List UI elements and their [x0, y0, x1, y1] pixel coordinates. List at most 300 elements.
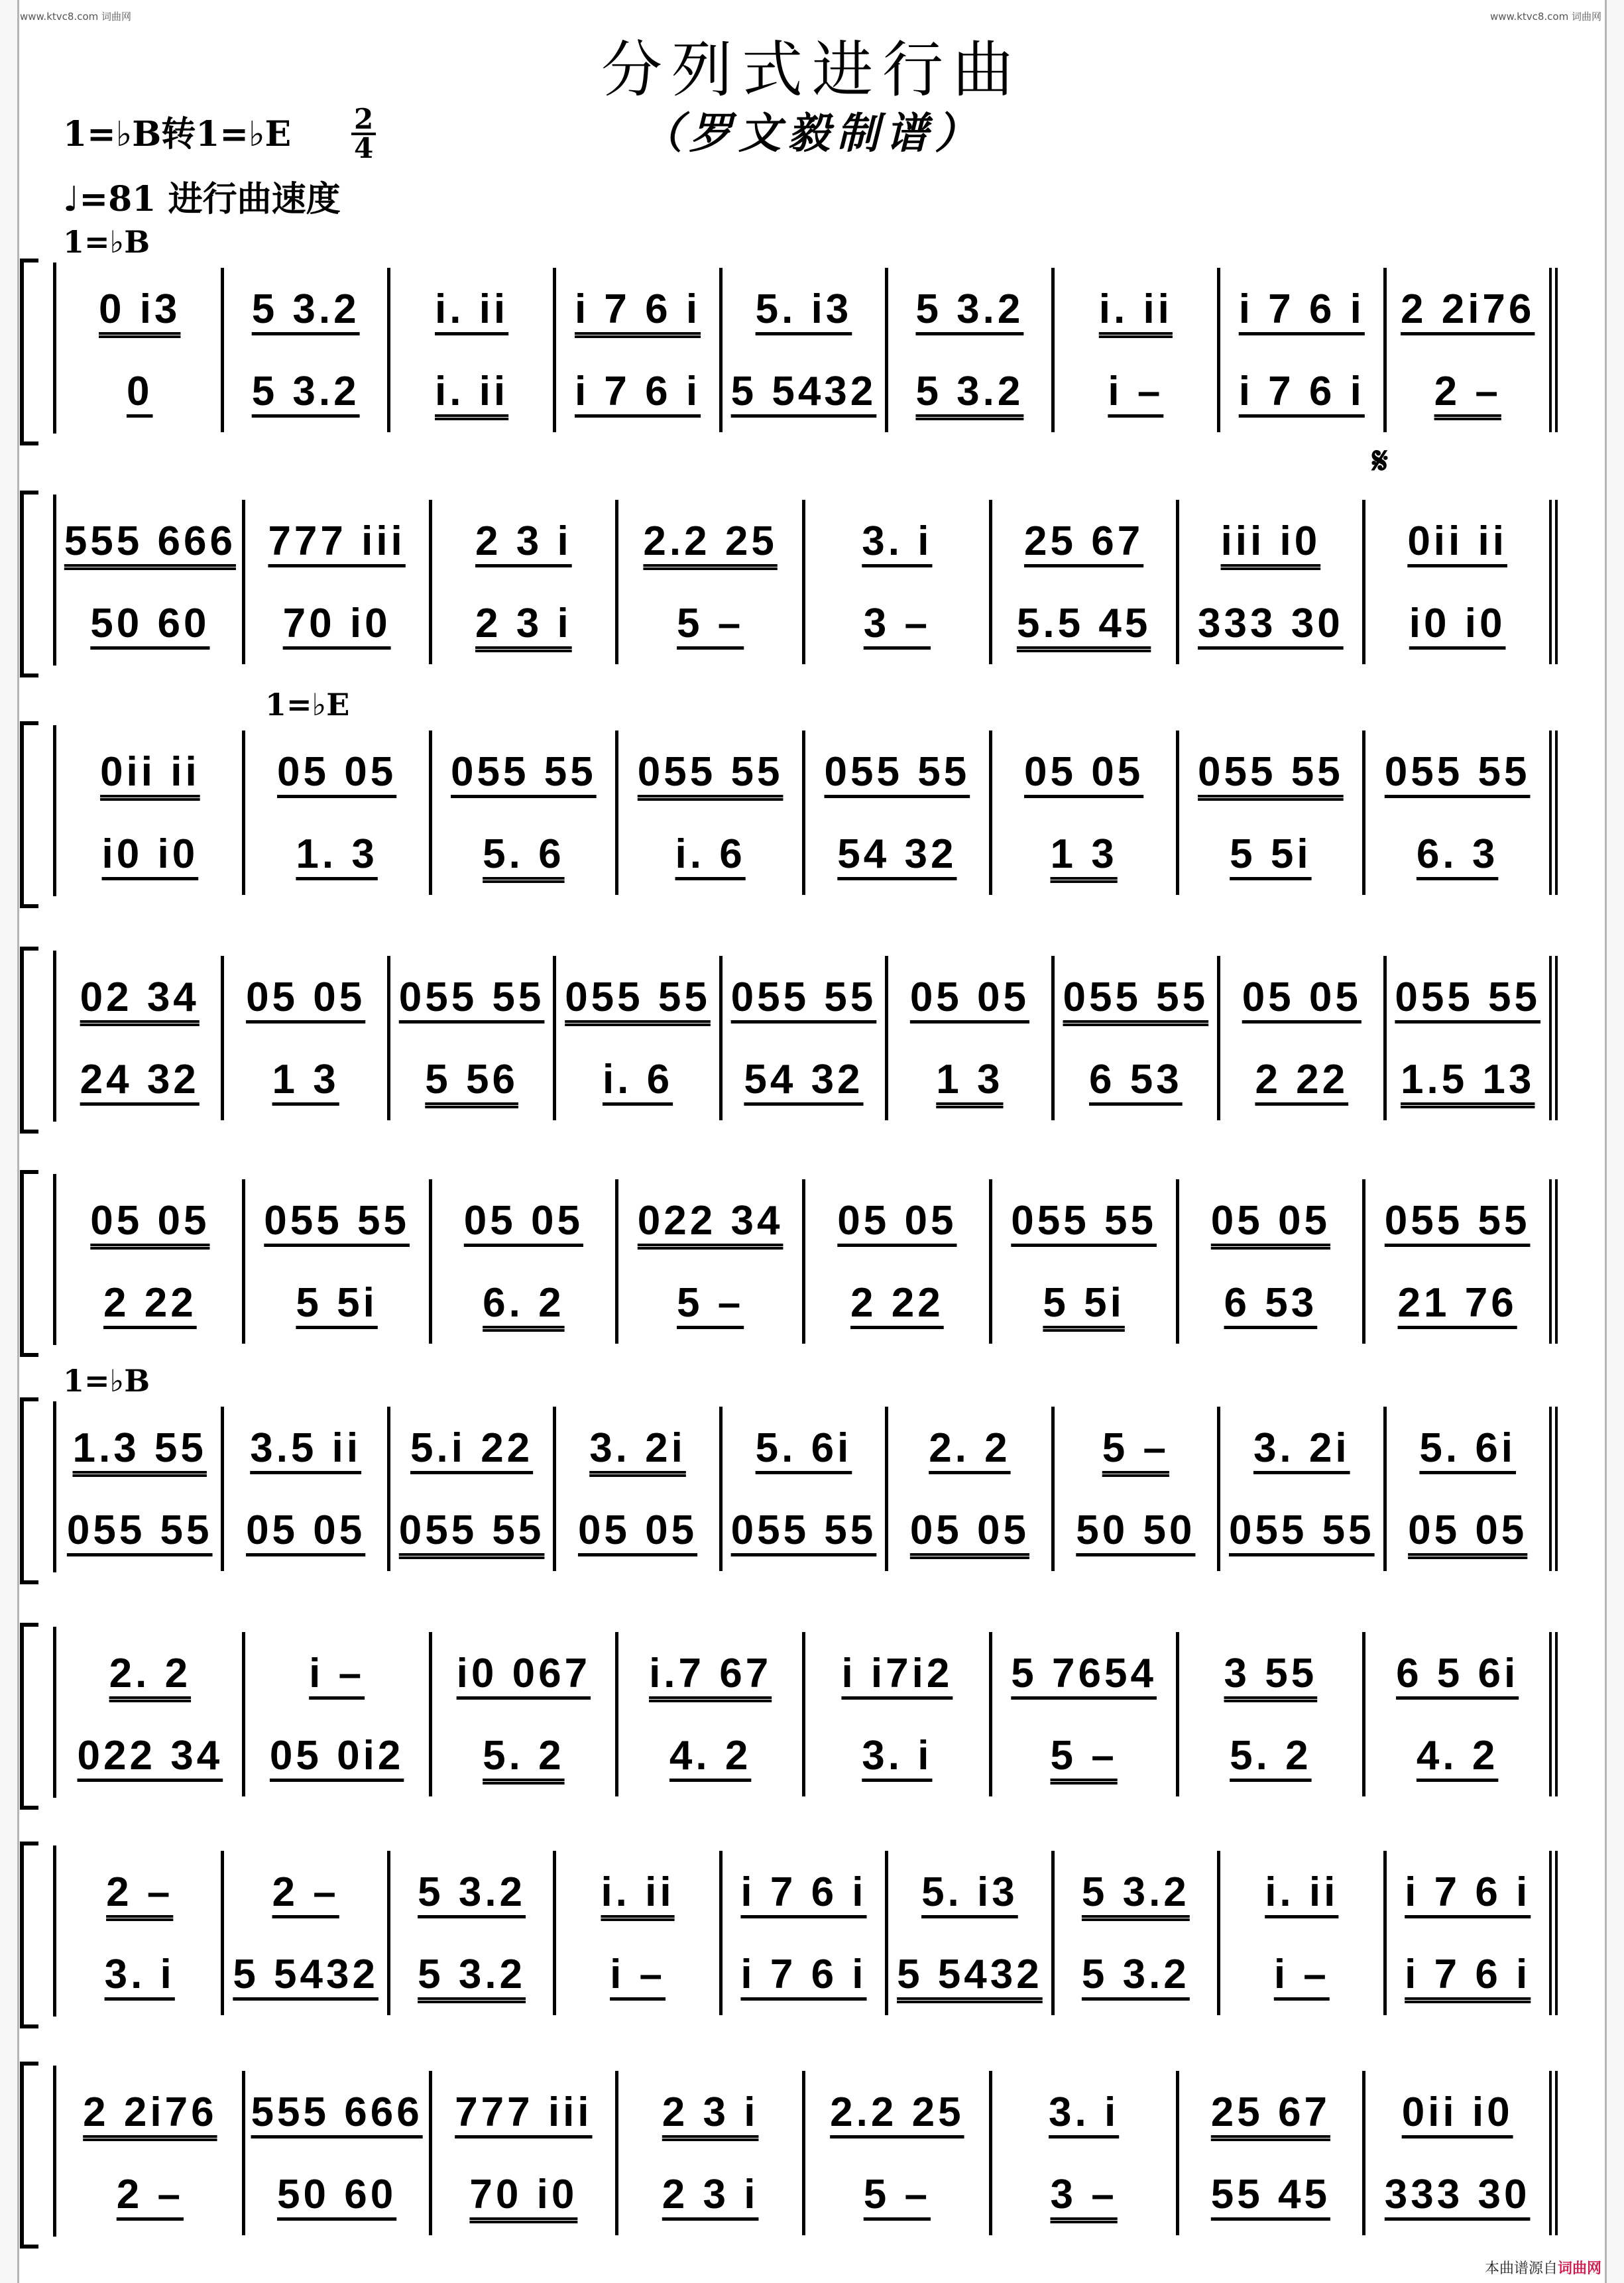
- score-subtitle: （罗文毅制谱）: [640, 109, 984, 158]
- note-group: 1. 3: [296, 831, 378, 877]
- measure: [1365, 813, 1558, 895]
- measure: [1387, 1038, 1558, 1120]
- measure: [1220, 1489, 1386, 1571]
- note-group: 5 5i: [1043, 1279, 1125, 1326]
- note-group: 3. i: [104, 1951, 175, 1997]
- measure: [556, 1407, 722, 1489]
- measure: [723, 1489, 888, 1571]
- note-group: 2 3 i: [475, 600, 572, 646]
- measure: [58, 582, 245, 664]
- note-group: 6 53: [1089, 1056, 1183, 1102]
- upper-voice-row: [58, 2071, 1558, 2153]
- measure: [992, 500, 1179, 582]
- measure: [723, 1407, 888, 1489]
- measure: [1179, 2153, 1366, 2235]
- note-group: 5 3.2: [251, 286, 360, 332]
- note-group: 5 5432: [897, 1951, 1043, 1997]
- measure: [432, 1632, 619, 1714]
- measure: [556, 1851, 722, 1933]
- measure: [224, 1038, 390, 1120]
- measure: [1387, 1407, 1558, 1489]
- note-group: 2 –: [116, 2171, 184, 2217]
- note-group: 2.2 25: [830, 2089, 964, 2135]
- measure: [1055, 1407, 1220, 1489]
- measure: [224, 1407, 390, 1489]
- watermark-prefix: 本曲谱源自: [1484, 2260, 1558, 2277]
- note-group: 5 3.2: [1081, 1869, 1190, 1915]
- note-group: 055 55: [1384, 748, 1531, 795]
- note-group: 3 –: [863, 600, 931, 646]
- note-group: 055 55: [1063, 974, 1209, 1020]
- measure: [1365, 1714, 1558, 1796]
- measure: [390, 350, 556, 432]
- note-group: i. 6: [675, 831, 746, 877]
- measure: [1365, 1261, 1558, 1344]
- note-group: 50 60: [90, 600, 210, 646]
- system-bracket: [20, 1170, 38, 1357]
- note-group: 6. 2: [483, 1279, 565, 1326]
- note-group: 555 666: [251, 2089, 423, 2135]
- measure: [390, 956, 556, 1038]
- measure: [805, 731, 992, 813]
- measure: [58, 1179, 245, 1261]
- note-group: i. ii: [601, 1869, 675, 1915]
- measure: [58, 813, 245, 895]
- note-group: i0 i0: [1409, 600, 1506, 646]
- system-bracket: [20, 1623, 38, 1810]
- upper-voice-row: [58, 500, 1558, 582]
- note-group: 1 3: [272, 1056, 339, 1102]
- measure: [888, 1933, 1054, 2015]
- score-system: [0, 1616, 1624, 1808]
- note-group: 333 30: [1198, 600, 1344, 646]
- measure: [432, 1261, 619, 1344]
- measure: [992, 582, 1179, 664]
- note-group: 3. i: [862, 518, 933, 564]
- note-group: 05 05: [909, 1507, 1029, 1553]
- measure: [390, 1489, 556, 1571]
- measure: [390, 1038, 556, 1120]
- note-group: 5. 2: [483, 1732, 565, 1779]
- note-group: 055 55: [451, 748, 597, 795]
- note-group: i –: [309, 1650, 365, 1696]
- note-group: 05 05: [246, 974, 366, 1020]
- note-group: i 7 6 i: [1238, 368, 1365, 414]
- measure: [888, 1489, 1054, 1571]
- lower-voice-row: [58, 1714, 1558, 1796]
- measure: [1365, 1632, 1558, 1714]
- measure: [245, 1179, 432, 1261]
- note-group: i0 i0: [101, 831, 199, 877]
- measure: [618, 1714, 805, 1796]
- measure: [618, 1261, 805, 1344]
- note-group: 05 05: [1242, 974, 1362, 1020]
- note-group: 5 3.2: [1081, 1951, 1190, 1997]
- measure: [58, 2071, 245, 2153]
- measure: [1220, 956, 1386, 1038]
- measure: [556, 350, 722, 432]
- measure: [723, 956, 888, 1038]
- measure: [432, 1714, 619, 1796]
- note-group: 6 53: [1224, 1279, 1318, 1326]
- note-group: 21 76: [1397, 1279, 1517, 1326]
- measure: [556, 1933, 722, 2015]
- note-group: 5 3.2: [418, 1869, 526, 1915]
- note-group: 2 2i76: [1401, 286, 1535, 332]
- measure: [245, 2071, 432, 2153]
- watermark-top-right: www.ktvc8.com 词曲网: [1489, 11, 1601, 23]
- note-group: 5. 6i: [755, 1425, 852, 1471]
- measure: [432, 731, 619, 813]
- note-group: 055 55: [398, 1507, 545, 1553]
- score-system: [0, 940, 1624, 1132]
- measure: [1179, 1179, 1366, 1261]
- note-group: 5 –: [1102, 1425, 1169, 1471]
- note-group: 05 05: [246, 1507, 366, 1553]
- note-group: i 7 6 i: [1405, 1951, 1531, 1997]
- note-group: 54 32: [744, 1056, 864, 1102]
- measure: [723, 1933, 888, 2015]
- measure: [805, 1632, 992, 1714]
- key-change-label: 1=♭E: [265, 687, 350, 723]
- note-group: 2 22: [103, 1279, 197, 1326]
- note-group: 05 05: [277, 748, 397, 795]
- measure: [1179, 1261, 1366, 1344]
- measure: [432, 2153, 619, 2235]
- measure: [1387, 268, 1558, 350]
- note-group: 70 i0: [282, 600, 391, 646]
- note-group: 2 –: [272, 1869, 339, 1915]
- upper-voice-row: [58, 731, 1558, 813]
- measure: [390, 1407, 556, 1489]
- measure: [224, 1489, 390, 1571]
- measure: [224, 350, 390, 432]
- note-group: i. ii: [1265, 1869, 1339, 1915]
- note-group: i 7 6 i: [574, 286, 701, 332]
- measure: [432, 582, 619, 664]
- measure: [224, 1851, 390, 1933]
- upper-voice-row: [58, 1407, 1558, 1489]
- note-group: 25 67: [1024, 518, 1144, 564]
- note-group: iii i0: [1220, 518, 1321, 564]
- measure: [245, 2153, 432, 2235]
- note-group: 5 56: [425, 1056, 518, 1102]
- lower-voice-row: [58, 350, 1558, 432]
- measure: [1365, 500, 1558, 582]
- note-group: i 7 6 i: [574, 368, 701, 414]
- note-group: 1 3: [1050, 831, 1118, 877]
- note-group: 055 55: [730, 1507, 877, 1553]
- note-group: i 7 6 i: [740, 1951, 867, 1997]
- score-system: [0, 439, 1624, 676]
- time-signature: [351, 103, 376, 164]
- measure: [58, 1851, 224, 1933]
- measure: [1055, 1851, 1220, 1933]
- measure: [1387, 350, 1558, 432]
- measure: [556, 268, 722, 350]
- note-group: 3. 2i: [589, 1425, 686, 1471]
- note-group: 5 5i: [1230, 831, 1312, 877]
- system-bracket: [20, 259, 38, 445]
- measure: [245, 582, 432, 664]
- measure: [224, 268, 390, 350]
- measure: [618, 2071, 805, 2153]
- lower-voice-row: [58, 1489, 1558, 1571]
- note-group: 777 iii: [455, 2089, 593, 2135]
- measure: [888, 956, 1054, 1038]
- measure: [1055, 956, 1220, 1038]
- note-group: 5. 2: [1230, 1732, 1312, 1779]
- lower-voice-row: [58, 2153, 1558, 2235]
- note-group: 5. 6i: [1419, 1425, 1517, 1471]
- note-group: 05 05: [1210, 1197, 1330, 1244]
- note-group: 6. 3: [1416, 831, 1499, 877]
- measure: [1387, 956, 1558, 1038]
- measure: [1220, 350, 1386, 432]
- note-group: 70 i0: [469, 2171, 578, 2217]
- note-group: i. ii: [435, 286, 509, 332]
- lower-voice-row: [58, 1261, 1558, 1344]
- upper-voice-row: [58, 1851, 1558, 1933]
- tempo-marking: ♩=81 进行曲速度: [63, 179, 341, 219]
- measure: [1220, 1038, 1386, 1120]
- watermark-top-left: www.ktvc8.com 词曲网: [20, 11, 132, 23]
- score-system: [0, 1163, 1624, 1356]
- measure: [992, 2153, 1179, 2235]
- note-group: 022 34: [637, 1197, 783, 1244]
- system-start-barline: [53, 263, 56, 434]
- score-system: [0, 687, 1624, 907]
- measure: [888, 1851, 1054, 1933]
- measure: [224, 956, 390, 1038]
- note-group: 2 3 i: [475, 518, 572, 564]
- note-group: 4. 2: [1416, 1732, 1499, 1779]
- note-group: i –: [610, 1951, 666, 1997]
- note-group: 5 –: [1050, 1732, 1118, 1779]
- measure: [1365, 2071, 1558, 2153]
- system-start-barline: [53, 725, 56, 896]
- measure: [1055, 1489, 1220, 1571]
- note-group: 05 05: [1408, 1507, 1528, 1553]
- note-group: 5 3.2: [915, 368, 1024, 414]
- system-bracket: [20, 721, 38, 908]
- measure: [224, 1933, 390, 2015]
- measure: [888, 350, 1054, 432]
- measure: [245, 1261, 432, 1344]
- measure: [245, 1632, 432, 1714]
- note-group: 0ii i0: [1401, 2089, 1513, 2135]
- key-change-label: 1=♭B: [63, 224, 150, 260]
- note-group: 2 22: [1255, 1056, 1349, 1102]
- note-group: 5 –: [863, 2171, 931, 2217]
- measure: [1179, 582, 1366, 664]
- note-group: 055 55: [66, 1507, 213, 1553]
- note-group: 05 0i2: [269, 1732, 404, 1779]
- measure: [888, 268, 1054, 350]
- note-group: i.7 67: [649, 1650, 772, 1696]
- measure: [992, 813, 1179, 895]
- note-group: 055 55: [398, 974, 545, 1020]
- note-group: 055 55: [730, 974, 877, 1020]
- system-start-barline: [53, 1845, 56, 2017]
- segno-sign: 𝄋: [1372, 439, 1389, 483]
- note-group: 3 55: [1224, 1650, 1318, 1696]
- measure: [432, 813, 619, 895]
- measure: [58, 2153, 245, 2235]
- note-group: i 7 6 i: [1238, 286, 1365, 332]
- measure: [618, 731, 805, 813]
- score-system: [0, 224, 1624, 444]
- note-group: 05 05: [90, 1197, 210, 1244]
- note-group: 5. i3: [755, 286, 852, 332]
- measure: [618, 582, 805, 664]
- system-start-barline: [53, 2066, 56, 2237]
- note-group: 3.5 ii: [250, 1425, 362, 1471]
- note-group: 24 32: [80, 1056, 200, 1102]
- note-group: i. ii: [435, 368, 509, 414]
- measure: [888, 1038, 1054, 1120]
- note-group: 1 3: [936, 1056, 1004, 1102]
- measure: [1387, 1933, 1558, 2015]
- measure: [556, 1489, 722, 1571]
- measure: [805, 582, 992, 664]
- note-group: 055 55: [264, 1197, 410, 1244]
- note-group: 3. 2i: [1253, 1425, 1350, 1471]
- note-group: 2 3 i: [662, 2089, 759, 2135]
- measure: [1387, 1851, 1558, 1933]
- note-group: 0ii ii: [100, 748, 200, 795]
- upper-voice-row: [58, 1632, 1558, 1714]
- note-group: 2. 2: [929, 1425, 1011, 1471]
- measure: [556, 956, 722, 1038]
- measure: [805, 2071, 992, 2153]
- note-group: i –: [1273, 1951, 1330, 1997]
- note-group: i i7i2: [841, 1650, 953, 1696]
- note-group: 3. i: [862, 1732, 933, 1779]
- lower-voice-row: [58, 1038, 1558, 1120]
- measure: [390, 1851, 556, 1933]
- measure: [1055, 1038, 1220, 1120]
- measure: [1365, 1179, 1558, 1261]
- measure: [58, 1489, 224, 1571]
- measure: [992, 1632, 1179, 1714]
- note-group: 055 55: [1395, 974, 1541, 1020]
- note-group: 055 55: [1011, 1197, 1157, 1244]
- upper-voice-row: [58, 268, 1558, 350]
- measure: [1055, 1933, 1220, 2015]
- note-group: 1.3 55: [72, 1425, 207, 1471]
- measure: [618, 1632, 805, 1714]
- measure: [723, 268, 888, 350]
- measure: [1365, 731, 1558, 813]
- note-group: 05 05: [909, 974, 1029, 1020]
- note-group: 5.i 22: [410, 1425, 534, 1471]
- lower-voice-row: [58, 813, 1558, 895]
- system-start-barline: [53, 951, 56, 1122]
- note-group: 4. 2: [669, 1732, 752, 1779]
- note-group: 2 –: [106, 1869, 174, 1915]
- note-group: 3. i: [1049, 2089, 1120, 2135]
- system-start-barline: [53, 1627, 56, 1798]
- note-group: 055 55: [824, 748, 970, 795]
- measure: [58, 1261, 245, 1344]
- watermark-bottom-right: [1485, 2257, 1601, 2278]
- measure: [618, 813, 805, 895]
- note-group: 5 3.2: [251, 368, 360, 414]
- measure: [1179, 813, 1366, 895]
- measure: [1179, 500, 1366, 582]
- measure: [1387, 1489, 1558, 1571]
- note-group: 2 3 i: [662, 2171, 759, 2217]
- note-group: i –: [1108, 368, 1164, 414]
- measure: [992, 1179, 1179, 1261]
- note-group: 5 5i: [296, 1279, 378, 1326]
- measure: [432, 2071, 619, 2153]
- measure: [390, 268, 556, 350]
- measure: [805, 1261, 992, 1344]
- key-signature: 1=♭B转1=♭E: [63, 114, 292, 154]
- note-group: i. 6: [602, 1056, 673, 1102]
- note-group: 022 34: [77, 1732, 223, 1779]
- measure: [805, 1179, 992, 1261]
- note-group: i. ii: [1098, 286, 1173, 332]
- measure: [1365, 582, 1558, 664]
- note-group: 2 2i76: [83, 2089, 217, 2135]
- measure: [1055, 350, 1220, 432]
- note-group: 5 3.2: [418, 1951, 526, 1997]
- note-group: 05 05: [837, 1197, 957, 1244]
- measure: [723, 1038, 888, 1120]
- measure: [556, 1038, 722, 1120]
- measure: [618, 500, 805, 582]
- note-group: i 7 6 i: [740, 1869, 867, 1915]
- note-group: 2 22: [850, 1279, 944, 1326]
- measure: [1220, 1933, 1386, 2015]
- measure: [58, 350, 224, 432]
- measure: [1220, 1407, 1386, 1489]
- note-group: 5. i3: [921, 1869, 1018, 1915]
- measure: [992, 731, 1179, 813]
- note-group: 055 55: [1228, 1507, 1375, 1553]
- measure: [1220, 268, 1386, 350]
- measure: [1055, 268, 1220, 350]
- note-group: 777 iii: [268, 518, 406, 564]
- measure: [432, 500, 619, 582]
- measure: [432, 1179, 619, 1261]
- note-group: i0 067: [456, 1650, 591, 1696]
- measure: [58, 1632, 245, 1714]
- measure: [618, 1179, 805, 1261]
- note-group: 0 i3: [99, 286, 181, 332]
- measure: [723, 1851, 888, 1933]
- measure: [1179, 2071, 1366, 2153]
- note-group: 055 55: [1198, 748, 1344, 795]
- system-bracket: [20, 491, 38, 677]
- upper-voice-row: [58, 956, 1558, 1038]
- measure: [992, 1714, 1179, 1796]
- note-group: 6 5 6i: [1396, 1650, 1519, 1696]
- note-group: 05 05: [463, 1197, 583, 1244]
- score-system: [0, 1363, 1624, 1583]
- note-group: 5.5 45: [1016, 600, 1151, 646]
- measure: [1179, 1714, 1366, 1796]
- system-bracket: [20, 1842, 38, 2028]
- system-start-barline: [53, 1401, 56, 1572]
- measure: [245, 813, 432, 895]
- measure: [1179, 731, 1366, 813]
- key-change-label: 1=♭B: [63, 1363, 150, 1399]
- measure: [723, 350, 888, 432]
